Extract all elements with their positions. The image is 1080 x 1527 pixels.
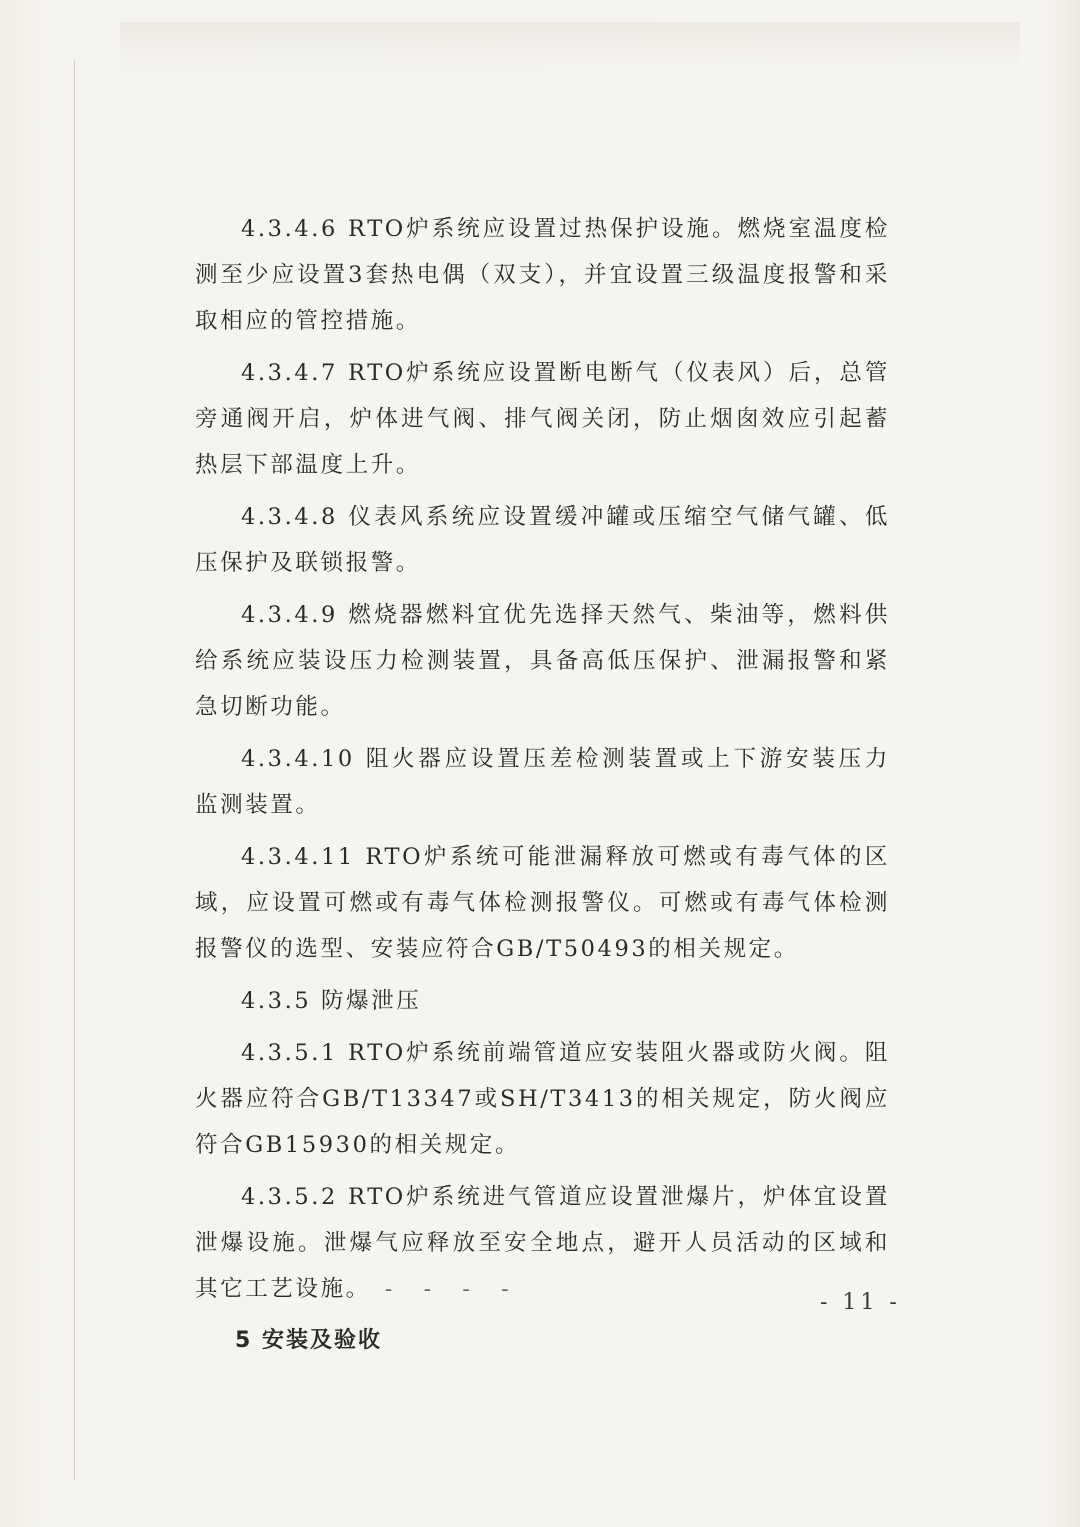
clause-4-3-4-8: 4.3.4.8 仪表风系统应设置缓冲罐或压缩空气储气罐、低压保护及联锁报警。 xyxy=(195,504,890,576)
scan-smudge xyxy=(120,22,1020,70)
document-body xyxy=(195,206,890,1364)
subsection-heading-4-3-5: 4.3.5 防爆泄压 xyxy=(241,988,422,1014)
clause-4-3-4-9: 4.3.4.9 燃烧器燃料宜优先选择天然气、柴油等，燃料供给系统应装设压力检测装置，具备高低压保护、泄漏报警和紧急切断功能。 xyxy=(195,602,890,720)
section-heading-5: 5 安装及验收 xyxy=(235,1328,382,1353)
binding-line xyxy=(74,60,75,1480)
clause-4-3-4-6: 4.3.4.6 RTO炉系统应设置过热保护设施。燃烧室温度检测至少应设置3套热电偶（双支），并宜设置三级温度报警和采取相应的管控措施。 xyxy=(195,216,890,334)
trailing-marks: - - - - xyxy=(384,1276,521,1302)
clause-4-3-5-2-text: 4.3.5.2 RTO炉系统进气管道应设置泄爆片，炉体宜设置泄爆设施。泄爆气应释放至安全地点，避开人员活动的区域和其它工艺设施。 xyxy=(195,1184,890,1302)
clause-4-3-4-11: 4.3.4.11 RTO炉系统可能泄漏释放可燃或有毒气体的区域，应设置可燃或有毒气体检测报警仪。可燃或有毒气体检测报警仪的选型、安装应符合GB/T50493的相关规定。 xyxy=(195,844,890,962)
clause-4-3-5-1: 4.3.5.1 RTO炉系统前端管道应安装阻火器或防火阀。阻火器应符合GB/T13347或SH/T3413的相关规定，防火阀应符合GB15930的相关规定。 xyxy=(195,1040,890,1158)
page-number: - 11 - xyxy=(820,1290,901,1315)
clause-4-3-5-2 xyxy=(195,1174,890,1312)
clause-4-3-4-10: 4.3.4.10 阻火器应设置压差检测装置或上下游安装压力监测装置。 xyxy=(195,746,890,818)
clause-4-3-4-7: 4.3.4.7 RTO炉系统应设置断电断气（仪表风）后，总管旁通阀开启，炉体进气阀、排气阀关闭，防止烟囱效应引起蓄热层下部温度上升。 xyxy=(195,360,890,478)
